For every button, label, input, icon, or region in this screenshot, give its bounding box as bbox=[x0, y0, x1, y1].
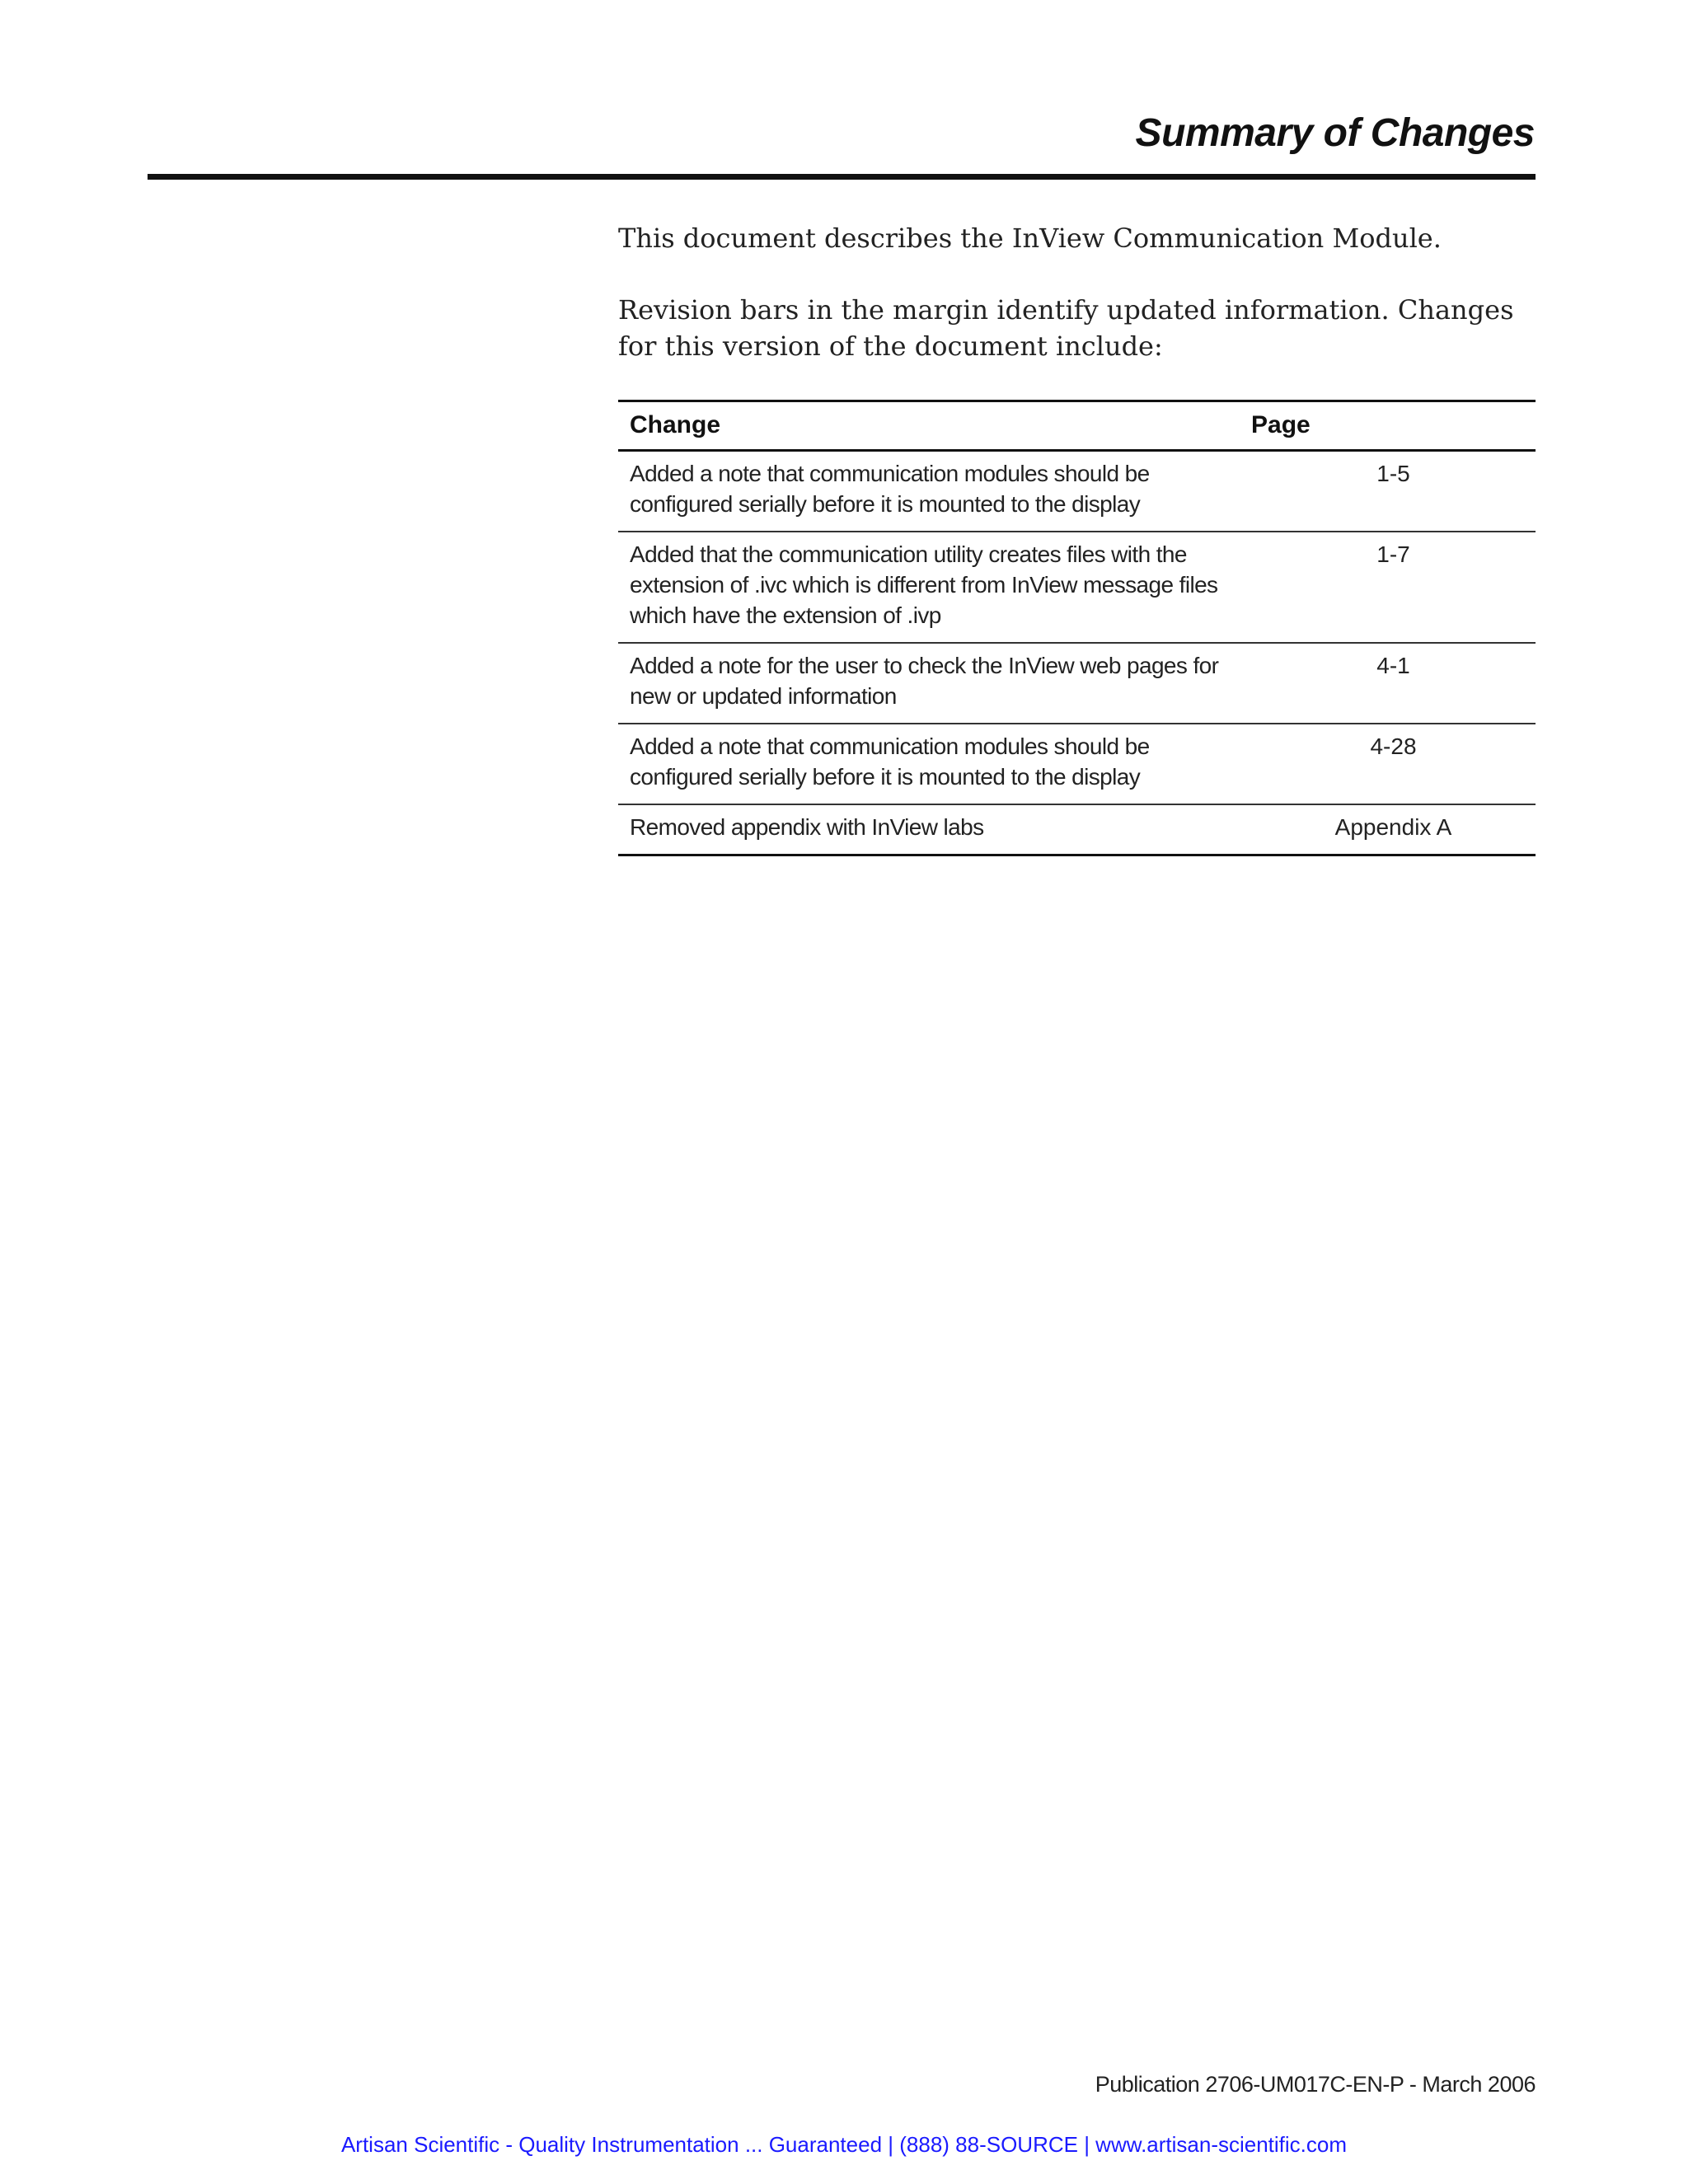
change-cell bbox=[618, 643, 1251, 724]
change-cell bbox=[618, 804, 1251, 855]
changes-table bbox=[618, 400, 1536, 856]
table-row bbox=[618, 451, 1536, 532]
table-row bbox=[618, 724, 1536, 804]
page-cell: 1-7 bbox=[1376, 541, 1410, 567]
column-header-page: Page bbox=[1251, 411, 1311, 438]
page-title: Summary of Changes bbox=[1135, 111, 1535, 155]
table-header-row bbox=[618, 401, 1536, 451]
page-cell: Appendix A bbox=[1334, 814, 1452, 840]
publication-footer: Publication 2706-UM017C-EN-P - March 2006 bbox=[1095, 2072, 1536, 2097]
change-cell bbox=[618, 451, 1251, 532]
change-cell bbox=[618, 532, 1251, 643]
change-text: Removed appendix with InView labs bbox=[630, 814, 984, 840]
vendor-link-footer[interactable] bbox=[0, 2131, 1688, 2158]
column-header-change: Change bbox=[630, 411, 721, 438]
vendor-link-text[interactable]: Artisan Scientific - Quality Instrumentation ... Guaranteed | (888) 88-SOURCE | www.artisan-scientific.com bbox=[340, 2132, 1348, 2157]
page-cell: 4-1 bbox=[1376, 653, 1410, 678]
change-text: Added a note that communication modules should be configured serially before it is mounted to the display bbox=[630, 461, 1150, 517]
change-text: Added a note that communication modules should be configured serially before it is mounted to the display bbox=[630, 733, 1150, 790]
table-row bbox=[618, 804, 1536, 855]
change-cell bbox=[618, 724, 1251, 804]
table-row bbox=[618, 532, 1536, 643]
revision-paragraph: Revision bars in the margin identify updated information. Changes for this version of the document include: bbox=[618, 294, 1514, 362]
change-text: Added a note for the user to check the InView web pages for new or updated information bbox=[630, 653, 1219, 709]
change-text: Added that the communication utility creates files with the extension of .ivc which is different from InView message files which have the extension of .ivp bbox=[630, 541, 1218, 628]
intro-paragraph: This document describes the InView Communication Module. bbox=[618, 223, 1442, 254]
title-rule bbox=[148, 174, 1536, 180]
page-cell: 4-28 bbox=[1370, 733, 1417, 759]
table-row bbox=[618, 643, 1536, 724]
page-cell: 1-5 bbox=[1376, 461, 1410, 486]
